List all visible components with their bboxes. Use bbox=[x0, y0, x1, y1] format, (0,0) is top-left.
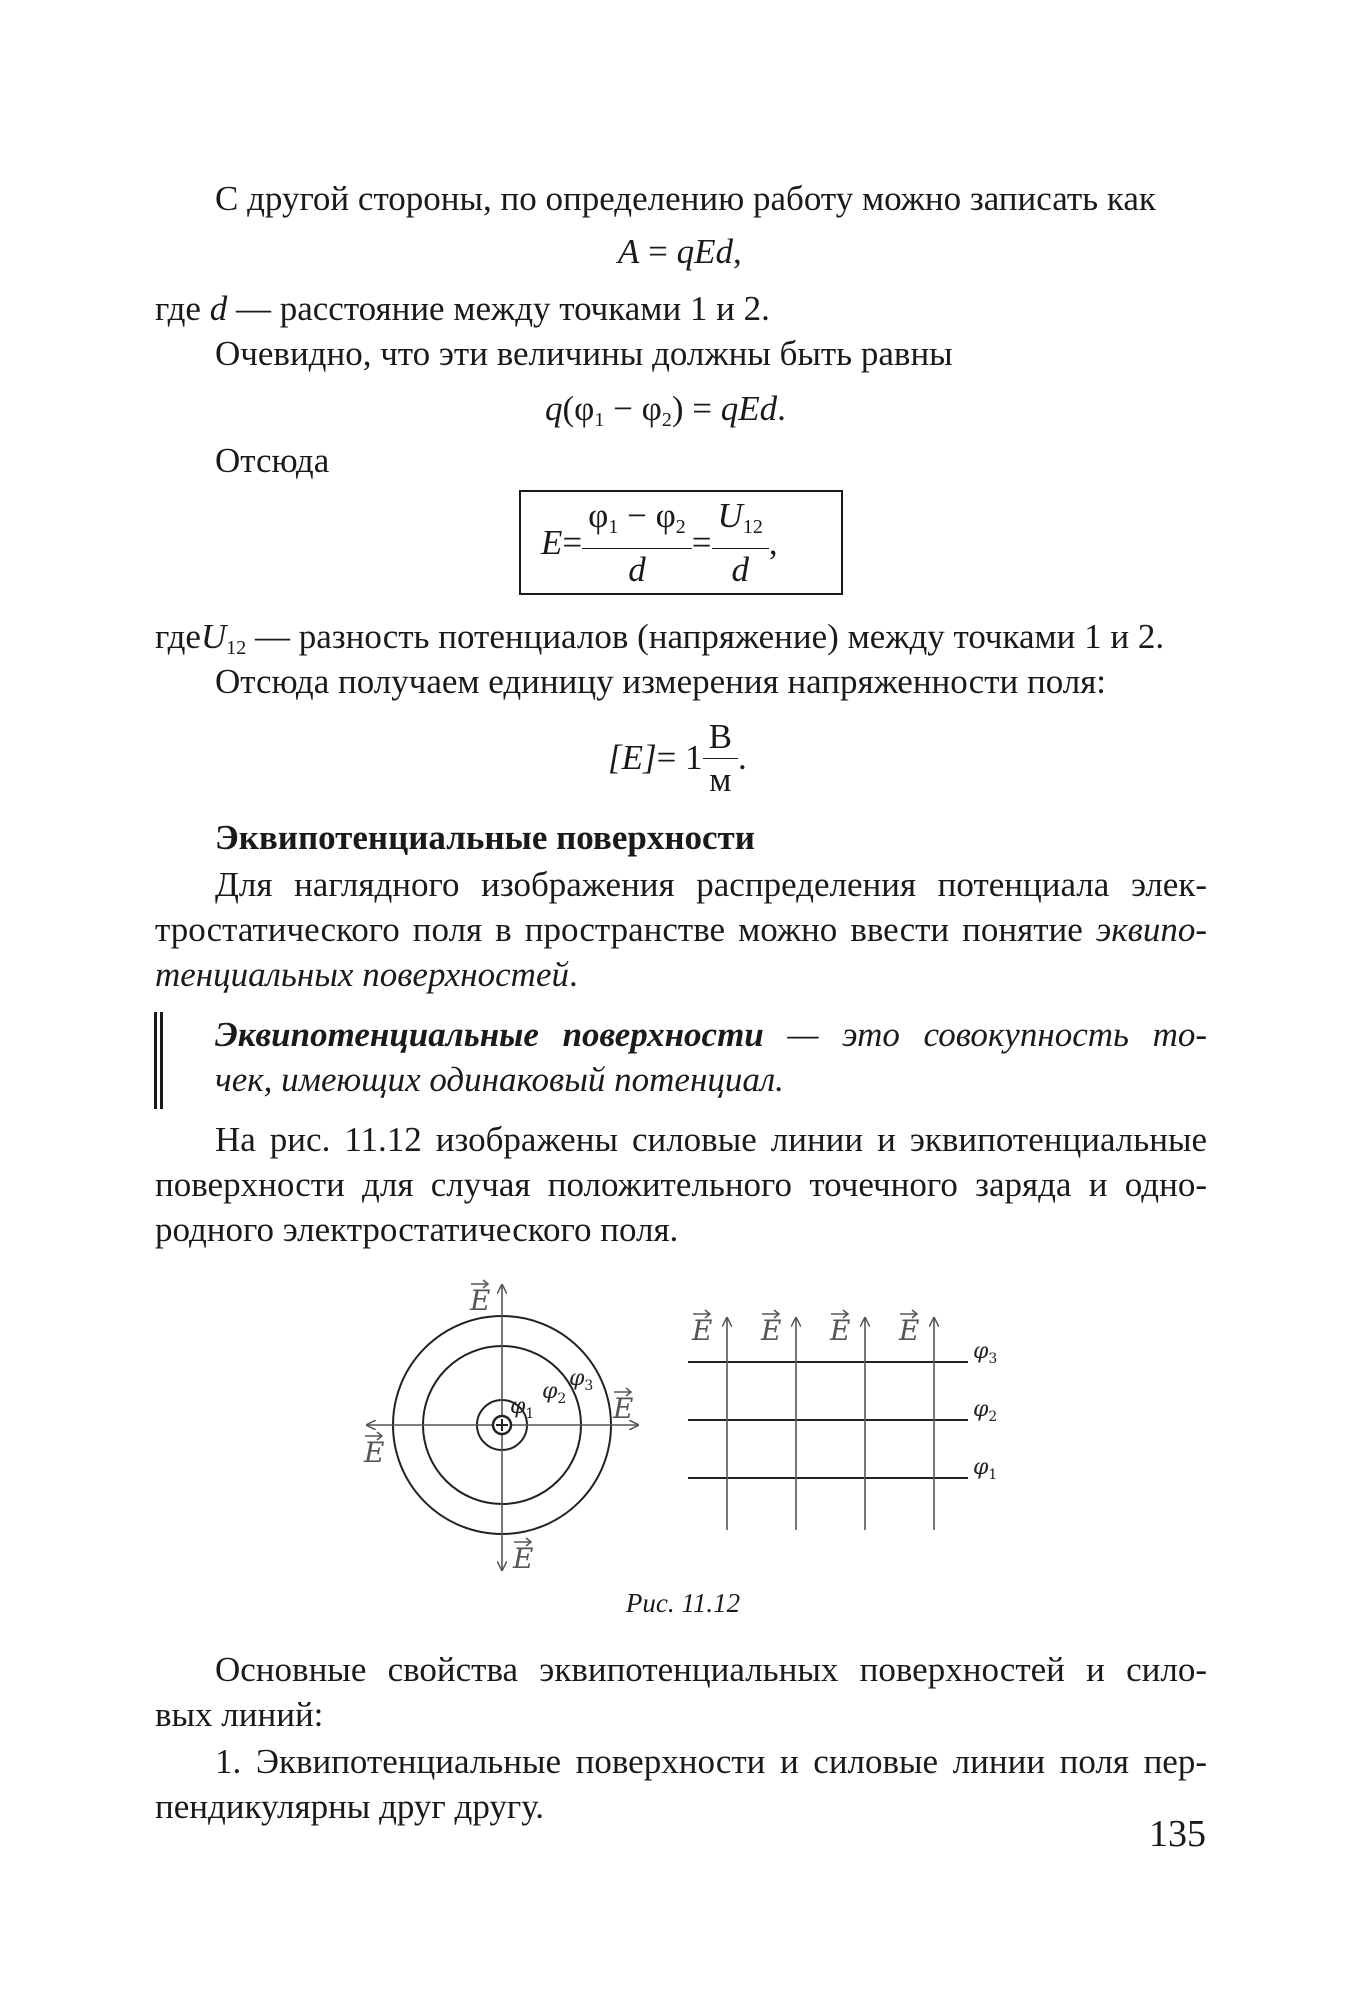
section-heading: Эквипотенциальные поверхности bbox=[215, 818, 755, 857]
uniform-phi3-label: $\varphi_3$ bbox=[973, 1339, 998, 1367]
fraction-potential-difference: $\frac{\varphi_1 - \varphi_2}{d}$ bbox=[582, 495, 692, 591]
list-item-1: 1. Эквипотенциальные поверхности и силовые линии поля пер- пендикулярны друг другу. bbox=[155, 1742, 1207, 1826]
phi2-label: $\varphi_2$ bbox=[542, 1379, 567, 1407]
text-line-distance: где d — расстояние между точками 1 и 2. bbox=[155, 289, 770, 328]
uniform-phi1-label: $\varphi_1$ bbox=[973, 1455, 998, 1483]
text-hence: Отсюда bbox=[215, 441, 330, 480]
text-line-work: С другой стороны, по определению работу можно записать как bbox=[215, 179, 1156, 218]
definition-bar-left bbox=[154, 1012, 157, 1109]
e-label-right: E bbox=[613, 1392, 634, 1425]
fraction-voltage: $\frac{U_{12}}{d}$ bbox=[712, 495, 769, 591]
figure-equipotential bbox=[350, 1270, 1030, 1580]
e-label-down: E bbox=[513, 1542, 534, 1575]
uniform-field-diagram bbox=[688, 1310, 997, 1530]
formula-equality: $q(\varphi_1 - \varphi_2)$ = qEd. bbox=[545, 389, 786, 431]
e-label-up: E bbox=[470, 1284, 491, 1317]
paragraph-figure-ref: На рис. 11.12 изображены силовые линии и эквипотенциальные поверхности для случая положительного точечного заряда и одно- родного электростатического поля. bbox=[155, 1120, 1207, 1249]
point-charge-diagram bbox=[363, 1280, 638, 1575]
figure-caption: Рис. 11.12 bbox=[625, 1588, 741, 1618]
text-line-equal: Очевидно, что эти величины должны быть равны bbox=[215, 334, 953, 373]
paragraph-intro: Для наглядного изображения распределения потенциала элек- тростатического поля в пространстве можно ввести понятие эквипо- тенциальных поверхностей. bbox=[155, 865, 1207, 994]
boxed-formula: E = $\frac{\varphi_1 - \varphi_2}{d}$ = $\frac{U_{12}}{d}$ , bbox=[519, 490, 843, 595]
e-label-left: E bbox=[364, 1436, 385, 1469]
e-label-uniform-4: E bbox=[899, 1314, 920, 1347]
e-label-uniform-1: E bbox=[692, 1314, 713, 1347]
e-label-uniform-2: E bbox=[761, 1314, 782, 1347]
phi3-label: $\varphi_3$ bbox=[569, 1366, 594, 1394]
page-number: 135 bbox=[1149, 1813, 1206, 1855]
definition-bar-right bbox=[160, 1012, 163, 1109]
formula-unit: [E] = 1 $\frac{В}{м}$ . bbox=[608, 716, 747, 799]
e-label-uniform-3: E bbox=[830, 1314, 851, 1347]
definition-block: Эквипотенциальные поверхности — это совокупность то- чек, имеющих одинаковый потенциал. bbox=[215, 1015, 1208, 1099]
phi1-label: $\varphi_1$ bbox=[510, 1394, 535, 1422]
formula-work: A = qEd, bbox=[618, 232, 742, 271]
uniform-phi2-label: $\varphi_2$ bbox=[973, 1397, 998, 1425]
paragraph-properties: Основные свойства эквипотенциальных поверхностей и сило- вых линий: bbox=[155, 1650, 1207, 1734]
text-unit-intro: Отсюда получаем единицу измерения напряженности поля: bbox=[215, 662, 1107, 701]
text-line-voltage: гдеU$_{12}$ — разность потенциалов (напряжение) между точками 1 и 2. bbox=[155, 617, 1165, 659]
